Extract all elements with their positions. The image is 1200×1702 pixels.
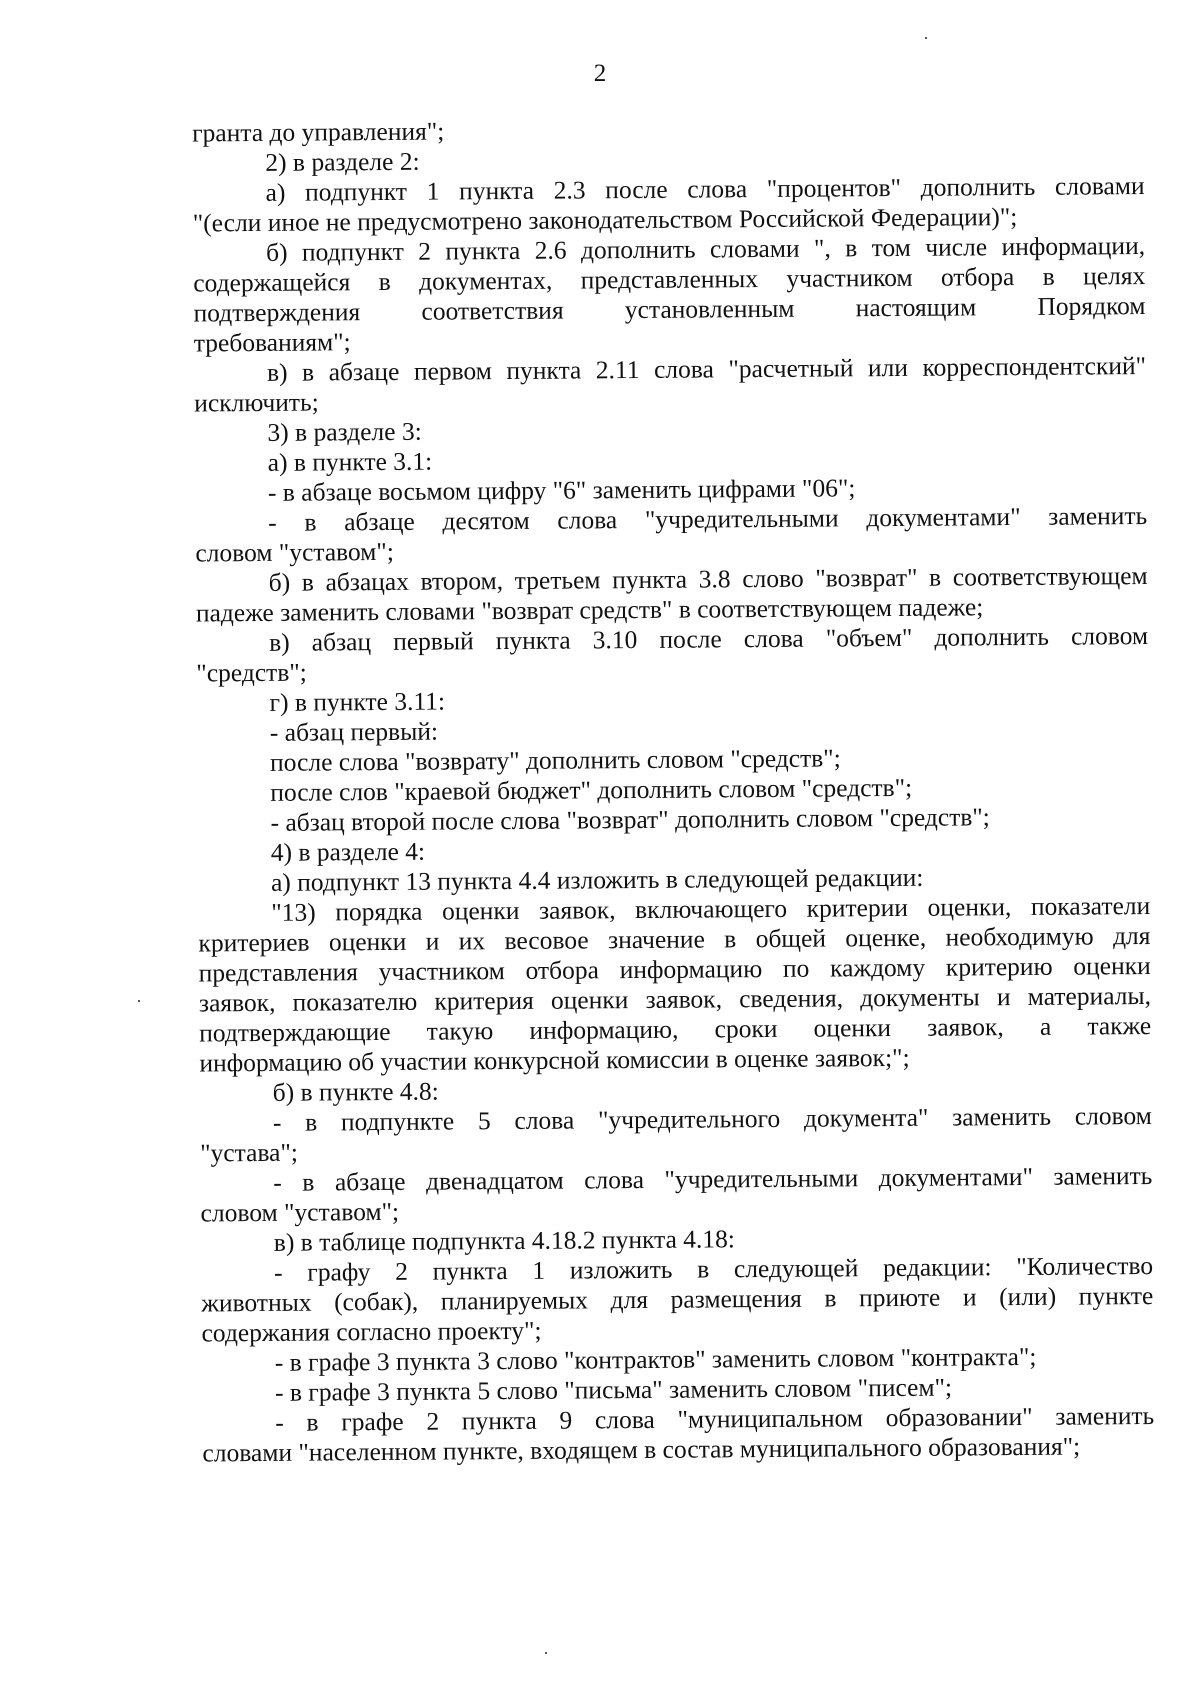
text-line: подтверждения соответствия установленным настоящим Порядком [193,291,1146,328]
text-line: в) абзац первый пункта 3.10 после слова "объем" дополнить словом [269,620,1149,657]
scan-speck [545,1652,547,1654]
scan-speck [138,1000,140,1002]
text-line: 3) в разделе 3: [267,416,422,447]
text-line: в) в таблице подпункта 4.18.2 пункта 4.18: [273,1224,736,1257]
text-line: - в графе 3 пункта 5 слово "письма" заменить словом "писем"; [274,1372,953,1407]
text-line: б) в пункте 4.8: [272,1076,439,1107]
text-line: требованиям"; [193,327,351,358]
text-line: "13) порядка оценки заявок, включающего критерии оценки, показатели [271,890,1151,927]
text-line: а) подпункт 13 пункта 4.4 изложить в следующей редакции: [270,862,924,897]
document-body [0,109,1200,1468]
text-line: - в графе 2 пункта 9 слова "муниципальном образовании" заменить [275,1400,1155,1437]
text-line: - в абзаце десятом слова "учредительными документами" заменить [268,501,1148,537]
text-line: словом "уставом"; [200,1196,400,1228]
text-line: исключить; [194,387,319,418]
text-line: - графу 2 пункта 1 изложить в следующей редакции: "Количество [273,1250,1154,1287]
text-line: - в подпункте 5 слова "учредительного документа" заменить словом [272,1100,1152,1137]
text-line: - в графе 3 пункта 3 слово "контрактов" заменить словом "контракта"; [274,1341,1037,1377]
text-line: 4) в разделе 4: [270,836,426,867]
text-line: падеже заменить словами "возврат средств" в соответствующем падеже; [195,592,984,628]
text-line: "устава"; [200,1137,299,1168]
text-line: а) подпункт 1 пункта 2.3 после слова "процентов" дополнить словами [265,171,1145,207]
text-line: - абзац первый: [269,716,439,747]
text-line: г) в пункте 3.11: [269,686,446,717]
page-number: 2 [593,60,607,87]
text-line: б) в абзацах втором, третьем пункта 3.8 слово "возврат" в соответствующем [268,561,1148,597]
scan-speck [925,37,927,39]
text-line: заявок, показателю критерия оценки заявок, сведения, документы и материалы, [198,980,1152,1018]
text-line: - в абзаце восьмом цифру "6" заменить цифрами "06"; [267,473,856,507]
text-line: животных (собак), планируемых для размещения в приюте и (или) пункте [201,1280,1154,1318]
text-line: словами "населенном пункте, входящем в состав муниципального образования"; [202,1431,1081,1468]
text-line: а) в пункте 3.1: [267,446,433,477]
text-line: в) в абзаце первом пункта 2.11 слова "расчетный или корреспондентский" [266,351,1147,387]
text-line: информацию об участии конкурсной комиссии в оценке заявок;"; [199,1042,910,1078]
text-line: гранта до управления"; [192,116,445,148]
text-line: содержания согласно проекту"; [201,1315,542,1348]
text-line: после слов "краевой бюджет" дополнить словом "средств"; [270,772,913,807]
text-line: после слова "возврату" дополнить словом "средств"; [269,743,841,777]
text-line: критериев оценки и их весовое значение в общей оценке, необходимую для [198,920,1151,958]
text-line: представления участником отбора информацию по каждому критерию оценки [198,950,1151,988]
text-line: - в абзаце двенадцатом слова "учредительными документами" заменить [273,1160,1153,1197]
text-line: подтверждающие такую информацию, сроки оценки заявок, а также [199,1010,1152,1048]
text-line: - абзац второй после слова "возврат" дополнить словом "средств"; [270,802,990,837]
text-line: 2) в разделе 2: [265,146,420,177]
text-line: "средств"; [196,657,307,688]
text-line: "(если иное не предусмотрено законодательством Российской Федерации)"; [192,202,1018,238]
text-line: словом "уставом"; [195,536,394,568]
text-line: содержащейся в документах, представленных участником отбора в целях [193,261,1146,298]
text-line: б) подпункт 2 пункта 2.6 дополнить словами ", в том числе информации, [265,231,1146,267]
